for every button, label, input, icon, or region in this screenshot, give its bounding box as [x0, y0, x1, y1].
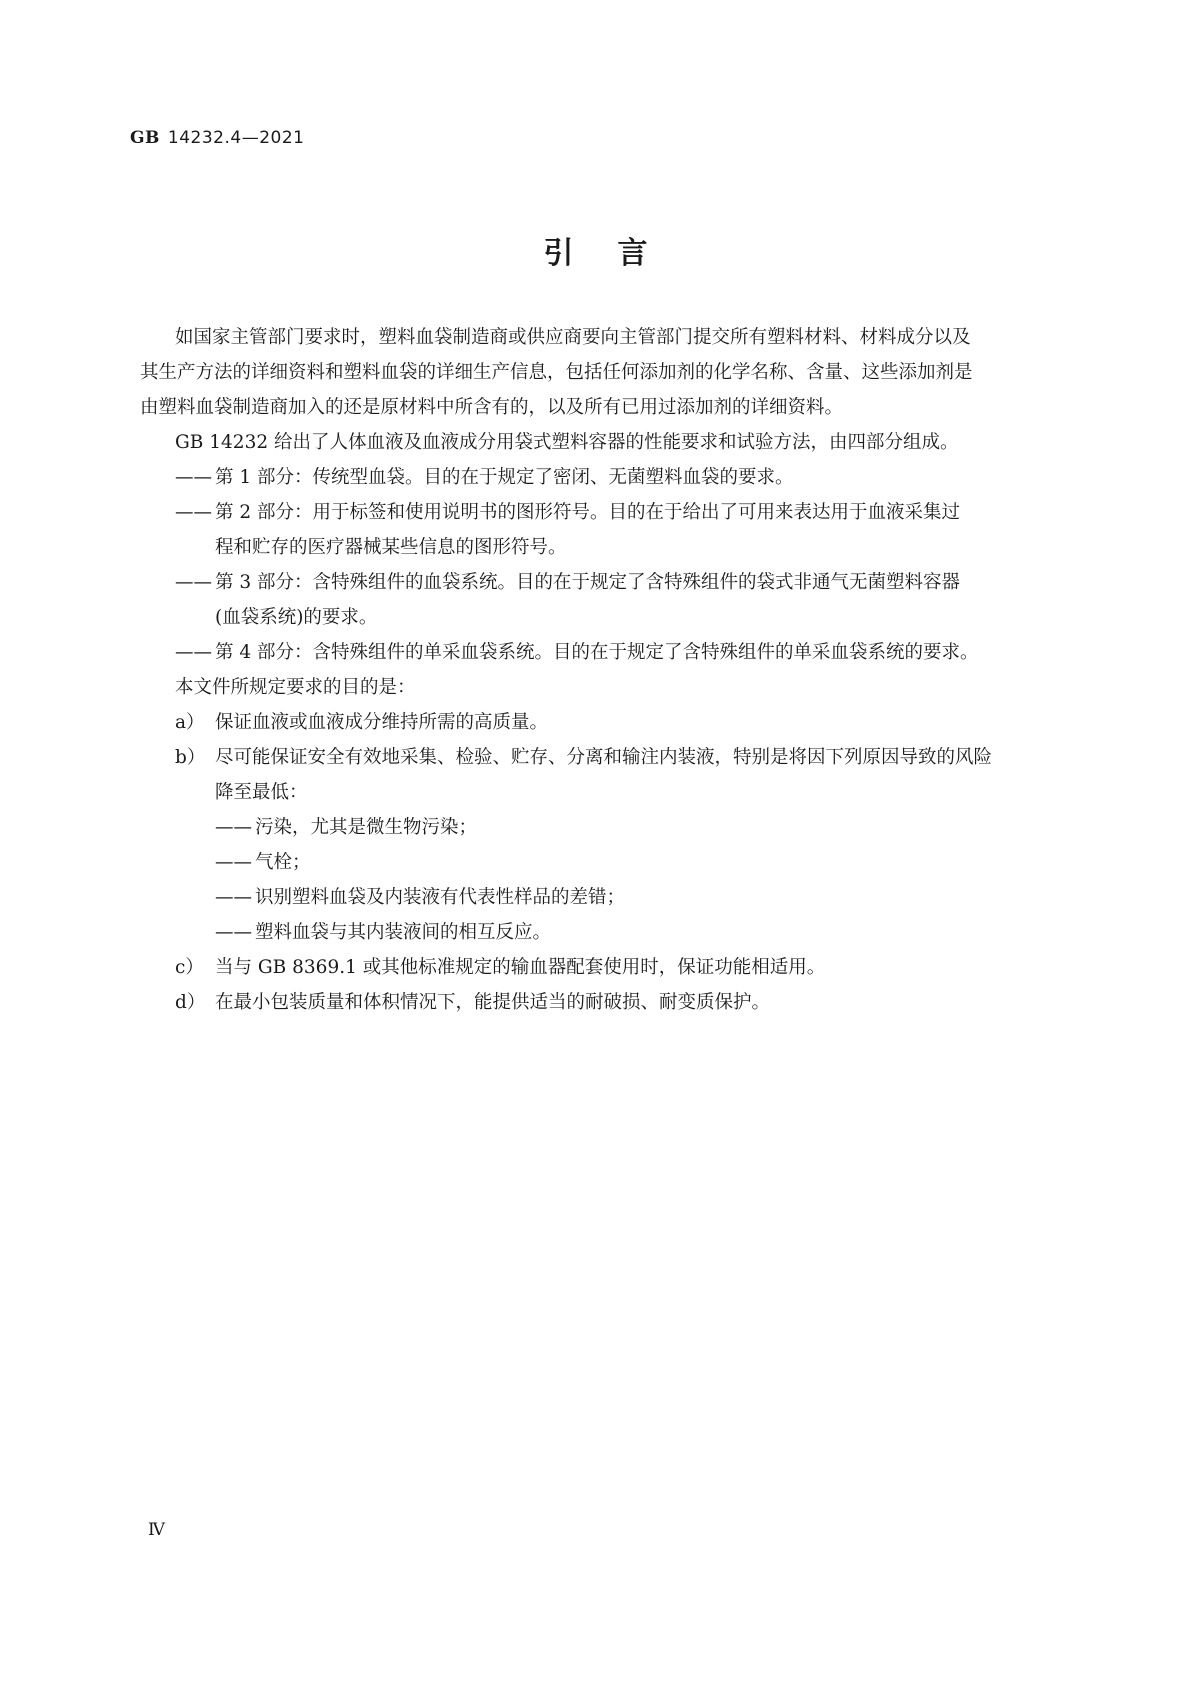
intro-paragraph	[140, 320, 1060, 425]
purpose-line: 降至最低：	[215, 782, 308, 803]
page-title: 引言	[543, 236, 692, 271]
dash-marker: ——	[215, 852, 252, 873]
gb-intro-line: GB 14232 给出了人体血液及血液成分用袋式塑料容器的性能要求和试验方法，由四部分组成。	[175, 432, 959, 453]
dash-marker: ——	[175, 642, 212, 663]
purpose-intro	[175, 670, 1060, 705]
part-line: 程和贮存的医疗器械某些信息的图形符号。	[215, 537, 567, 558]
part-line: 第 1 部分：传统型血袋。目的在于规定了密闭、无菌塑料血袋的要求。	[215, 467, 794, 488]
part-line: (血袋系统)的要求。	[215, 607, 378, 628]
parts-list	[175, 460, 1060, 670]
purpose-item-d	[175, 985, 1060, 1020]
part-item	[175, 460, 1060, 495]
part-item	[175, 495, 1060, 565]
intro-line: 如国家主管部门要求时，塑料血袋制造商或供应商要向主管部门提交所有塑料材料、材料成分以及	[175, 327, 971, 348]
document-body	[140, 320, 1060, 1020]
item-label: c）	[175, 957, 204, 978]
risk-line: 气栓；	[255, 852, 311, 873]
dash-marker: ——	[175, 502, 212, 523]
dash-marker: ——	[175, 572, 212, 593]
item-label: b）	[175, 747, 206, 768]
dash-marker: ——	[215, 887, 252, 908]
intro-line: 其生产方法的详细资料和塑料血袋的详细生产信息，包括任何添加剂的化学名称、含量、这些添加剂是	[140, 362, 973, 383]
dash-marker: ——	[175, 467, 212, 488]
item-label: d）	[175, 992, 206, 1013]
purpose-line: 保证血液或血液成分维持所需的高质量。	[215, 712, 549, 733]
part-line: 第 3 部分：含特殊组件的血袋系统。目的在于规定了含特殊组件的袋式非通气无菌塑料容器	[215, 572, 961, 593]
purpose-line: 在最小包装质量和体积情况下，能提供适当的耐破损、耐变质保护。	[215, 992, 771, 1013]
item-label: a）	[175, 712, 205, 733]
purpose-line: 当与 GB 8369.1 或其他标准规定的输血器配套使用时，保证功能相适用。	[215, 957, 826, 978]
risk-line: 污染，尤其是微生物污染；	[255, 817, 478, 838]
part-line: 第 2 部分：用于标签和使用说明书的图形符号。目的在于给出了可用来表达用于血液采集过	[215, 502, 961, 523]
risk-subitem	[175, 915, 1060, 950]
risk-subitem	[175, 845, 1060, 880]
part-item	[175, 635, 1060, 670]
standard-number: 14232.4—2021	[167, 128, 305, 148]
standard-code	[130, 128, 304, 148]
purpose-intro-line: 本文件所规定要求的目的是：	[175, 677, 416, 698]
risk-line: 识别塑料血袋及内装液有代表性样品的差错；	[255, 887, 626, 908]
risk-subitem	[175, 880, 1060, 915]
intro-line: 由塑料血袋制造商加入的还是原材料中所含有的，以及所有已用过添加剂的详细资料。	[140, 397, 844, 418]
dash-marker: ——	[215, 817, 252, 838]
standard-prefix: GB	[130, 128, 160, 148]
purpose-list	[175, 705, 1060, 1020]
page-number: Ⅳ	[148, 1520, 165, 1540]
gb-intro-paragraph	[175, 425, 1060, 460]
purpose-line: 尽可能保证安全有效地采集、检验、贮存、分离和输注内装液，特别是将因下列原因导致的风险	[215, 747, 993, 768]
risk-subitem	[175, 810, 1060, 845]
purpose-item-b	[175, 740, 1060, 810]
purpose-item-a	[175, 705, 1060, 740]
part-item	[175, 565, 1060, 635]
dash-marker: ——	[215, 922, 252, 943]
risk-line: 塑料血袋与其内装液间的相互反应。	[255, 922, 552, 943]
purpose-item-c	[175, 950, 1060, 985]
part-line: 第 4 部分：含特殊组件的单采血袋系统。目的在于规定了含特殊组件的单采血袋系统的要求。	[215, 642, 979, 663]
